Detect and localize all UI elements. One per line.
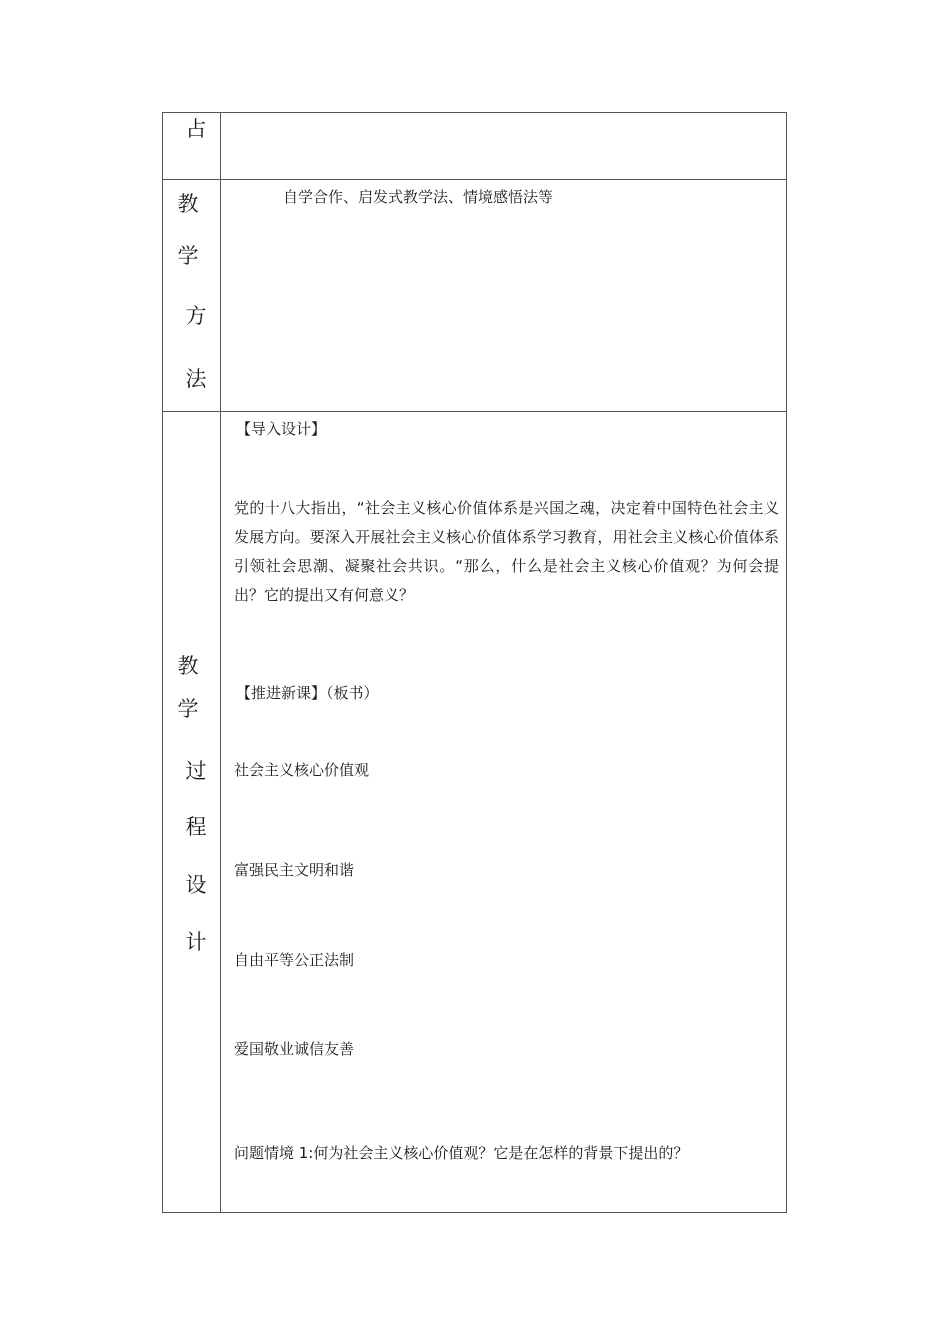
question-scenario-1: 问题情境 1:何为社会主义核心价值观？它是在怎样的背景下提出的？ xyxy=(234,1144,689,1162)
core-values-national: 富强民主文明和谐 xyxy=(234,861,355,879)
table-row-teaching-method xyxy=(162,179,787,412)
label-char: 计 xyxy=(185,930,207,954)
intro-heading: 【导入设计】 xyxy=(236,420,327,438)
new-lesson-heading: 【推进新课】 xyxy=(236,684,327,702)
core-values-title: 社会主义核心价值观 xyxy=(234,761,370,779)
new-lesson-line xyxy=(236,684,379,702)
label-char: 学 xyxy=(177,244,199,268)
label-char: 学 xyxy=(177,697,199,721)
label-char: 程 xyxy=(185,815,207,839)
table-row-key-points xyxy=(162,112,787,180)
label-char: 法 xyxy=(185,367,207,391)
intro-paragraph: 党的十八大指出，“社会主义核心价值体系是兴国之魂，决定着中国特色社会主义发展方向。要深入开展社会主义核心价值体系学习教育，用社会主义核心价值体系引领社会思潮、凝聚社会共识。“那么，什么是社会主义核心价值观？为何会提出？它的提出又有何意义？ xyxy=(234,499,779,604)
label-char: 教 xyxy=(177,192,199,216)
label-char: 过 xyxy=(185,759,207,783)
new-lesson-note: （板书） xyxy=(326,684,379,702)
core-values-social: 自由平等公正法制 xyxy=(234,951,355,969)
core-values-individual: 爱国敬业诚信友善 xyxy=(234,1040,355,1058)
label-char: 方 xyxy=(185,304,207,328)
teaching-method-text: 自学合作、启发式教学法、情境感悟法等 xyxy=(283,188,554,206)
column-divider xyxy=(220,112,221,1213)
label-char: 占 xyxy=(185,117,207,141)
label-char: 设 xyxy=(185,873,207,897)
label-char: 教 xyxy=(177,654,199,678)
